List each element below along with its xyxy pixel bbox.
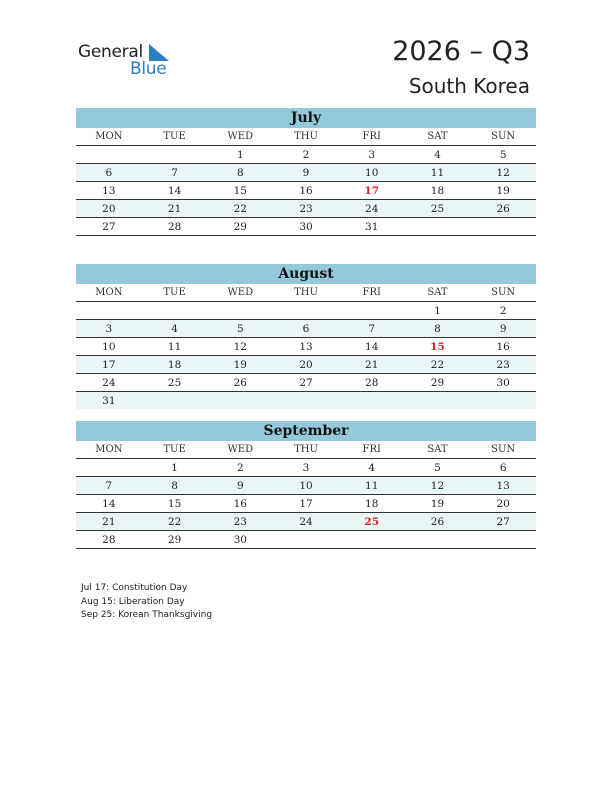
weekday-header-row: [76, 128, 536, 146]
week-row: [76, 320, 536, 338]
day-cell: [339, 302, 405, 319]
day-cell: 10: [365, 167, 379, 179]
weekday-label: FRI: [362, 131, 381, 142]
day-cell: [273, 302, 339, 319]
day-cell: 19: [496, 185, 510, 197]
week-row: [76, 459, 536, 477]
day-cell: 3: [368, 149, 376, 161]
weekday-label: THU: [294, 444, 318, 455]
week-row: [76, 302, 536, 320]
week-row: [76, 495, 536, 513]
day-cell: 10: [299, 480, 313, 492]
day-cell: 26: [430, 516, 445, 528]
day-cell: 3: [302, 462, 310, 474]
holiday-day-cell: 17: [364, 185, 380, 197]
day-cell: [405, 531, 471, 548]
day-cell: 17: [102, 359, 116, 371]
holiday-day-cell: 15: [430, 341, 445, 353]
day-cell: 20: [102, 203, 116, 215]
weekday-label: WED: [227, 444, 254, 455]
day-cell: [76, 459, 142, 476]
day-cell: 17: [299, 498, 313, 510]
day-cell: 13: [496, 480, 510, 492]
day-cell: 14: [102, 498, 116, 510]
day-cell: 16: [496, 341, 510, 353]
day-cell: 24: [365, 203, 379, 215]
day-cell: 9: [302, 167, 310, 179]
holiday-day-cell: 25: [364, 516, 380, 528]
week-row: [76, 531, 536, 549]
weekday-header-row: [76, 284, 536, 302]
week-row: [76, 477, 536, 495]
day-cell: [142, 146, 208, 163]
day-cell: [76, 146, 142, 163]
day-cell: 11: [167, 341, 182, 353]
day-cell: 31: [365, 221, 379, 233]
day-cell: 16: [233, 498, 247, 510]
weekday-label: MON: [95, 444, 123, 455]
weekday-label: FRI: [362, 287, 381, 298]
holiday-note: Sep 25: Korean Thanksgiving: [81, 610, 213, 620]
day-cell: 7: [368, 323, 376, 335]
day-cell: [339, 531, 405, 548]
day-cell: [76, 302, 142, 319]
week-row: [76, 392, 536, 409]
day-cell: 21: [102, 516, 116, 528]
weekday-header-row: [76, 441, 536, 459]
holiday-notes: [81, 582, 212, 623]
weekday-label: TUE: [163, 444, 186, 455]
day-cell: 23: [299, 203, 313, 215]
day-cell: 12: [430, 480, 445, 492]
day-cell: 28: [365, 377, 379, 389]
day-cell: 12: [496, 167, 510, 179]
weekday-label: SUN: [491, 131, 516, 142]
day-cell: 30: [496, 377, 510, 389]
day-cell: 11: [365, 480, 379, 492]
day-cell: 1: [236, 149, 244, 161]
day-cell: 27: [299, 377, 313, 389]
day-cell: 20: [496, 498, 510, 510]
week-row: [76, 146, 536, 164]
day-cell: 5: [499, 149, 507, 161]
day-cell: 20: [299, 359, 313, 371]
day-cell: 14: [167, 185, 182, 197]
holiday-note: Jul 17: Constitution Day: [81, 583, 188, 593]
day-cell: [273, 531, 339, 548]
month-name: September: [76, 421, 536, 441]
day-cell: 4: [368, 462, 376, 474]
weekday-label: MON: [95, 287, 123, 298]
week-row: [76, 218, 536, 236]
day-cell: [207, 392, 273, 409]
day-cell: 29: [167, 534, 182, 546]
day-cell: 19: [233, 359, 247, 371]
day-cell: 10: [102, 341, 116, 353]
day-cell: 22: [430, 359, 445, 371]
day-cell: 21: [365, 359, 379, 371]
day-cell: 19: [430, 498, 445, 510]
weekday-label: SAT: [427, 131, 448, 142]
day-cell: 16: [299, 185, 313, 197]
day-cell: 6: [302, 323, 310, 335]
day-cell: 1: [434, 305, 441, 317]
day-cell: [142, 302, 208, 319]
day-cell: 4: [434, 149, 441, 161]
day-cell: [207, 302, 273, 319]
day-cell: 15: [233, 185, 247, 197]
week-row: [76, 513, 536, 531]
day-cell: 13: [102, 185, 116, 197]
day-cell: 12: [233, 341, 247, 353]
day-cell: 13: [299, 341, 313, 353]
holiday-note: Aug 15: Liberation Day: [81, 596, 185, 607]
month-name: August: [76, 264, 536, 284]
day-cell: 7: [171, 167, 178, 179]
weekday-label: FRI: [362, 444, 381, 455]
day-cell: 3: [105, 323, 113, 335]
month-july: [76, 108, 536, 236]
month-august: [76, 264, 536, 409]
weekday-label: SUN: [491, 287, 516, 298]
week-row: [76, 338, 536, 356]
week-row: [76, 182, 536, 200]
week-row: [76, 200, 536, 218]
day-cell: 2: [236, 462, 244, 474]
day-cell: [470, 531, 536, 548]
day-cell: [470, 392, 536, 409]
weekday-label: THU: [294, 287, 318, 298]
day-cell: 27: [496, 516, 510, 528]
day-cell: 28: [167, 221, 182, 233]
day-cell: 8: [171, 480, 178, 492]
day-cell: 9: [236, 480, 244, 492]
day-cell: 27: [102, 221, 116, 233]
logo-general-text: General: [78, 42, 143, 62]
day-cell: 28: [102, 534, 116, 546]
day-cell: 26: [496, 203, 510, 215]
day-cell: 5: [434, 462, 441, 474]
day-cell: 15: [167, 498, 182, 510]
day-cell: 7: [105, 480, 113, 492]
day-cell: 23: [233, 516, 247, 528]
day-cell: 18: [430, 185, 445, 197]
week-row: [76, 374, 536, 392]
day-cell: 6: [105, 167, 113, 179]
day-cell: 9: [499, 323, 507, 335]
weekday-label: WED: [227, 287, 254, 298]
day-cell: 18: [365, 498, 379, 510]
weekday-label: WED: [227, 131, 254, 142]
day-cell: 25: [430, 203, 445, 215]
day-cell: [142, 392, 208, 409]
day-cell: 23: [496, 359, 510, 371]
day-cell: 30: [299, 221, 313, 233]
day-cell: 24: [299, 516, 313, 528]
generalblue-logo: [78, 42, 188, 82]
day-cell: 5: [236, 323, 244, 335]
weekday-label: THU: [294, 131, 318, 142]
day-cell: [405, 392, 471, 409]
weekday-label: SAT: [427, 444, 448, 455]
weekday-label: TUE: [163, 131, 186, 142]
day-cell: 14: [365, 341, 379, 353]
weekday-label: MON: [95, 131, 123, 142]
day-cell: 29: [430, 377, 445, 389]
weekday-label: SUN: [491, 444, 516, 455]
day-cell: 1: [171, 462, 178, 474]
day-cell: 22: [233, 203, 247, 215]
day-cell: 25: [167, 377, 182, 389]
day-cell: [405, 218, 471, 235]
day-cell: 4: [171, 323, 178, 335]
day-cell: 26: [233, 377, 247, 389]
day-cell: 29: [233, 221, 247, 233]
day-cell: 21: [167, 203, 182, 215]
day-cell: 30: [233, 534, 247, 546]
weekday-label: TUE: [163, 287, 186, 298]
day-cell: 18: [167, 359, 182, 371]
day-cell: [470, 218, 536, 235]
day-cell: 6: [499, 462, 507, 474]
day-cell: 8: [236, 167, 244, 179]
day-cell: 2: [302, 149, 310, 161]
weekday-label: SAT: [427, 287, 448, 298]
month-name: July: [76, 108, 536, 128]
day-cell: 24: [102, 377, 116, 389]
day-cell: 2: [499, 305, 507, 317]
title-country: South Korea: [408, 74, 530, 98]
week-row: [76, 356, 536, 374]
day-cell: [273, 392, 339, 409]
title-year-quarter: 2026 – Q3: [392, 36, 530, 67]
day-cell: 8: [434, 323, 441, 335]
day-cell: 22: [167, 516, 182, 528]
day-cell: 31: [102, 395, 116, 407]
logo-blue-text: Blue: [130, 59, 167, 79]
month-september: [76, 421, 536, 549]
day-cell: [339, 392, 405, 409]
day-cell: 11: [430, 167, 445, 179]
week-row: [76, 164, 536, 182]
